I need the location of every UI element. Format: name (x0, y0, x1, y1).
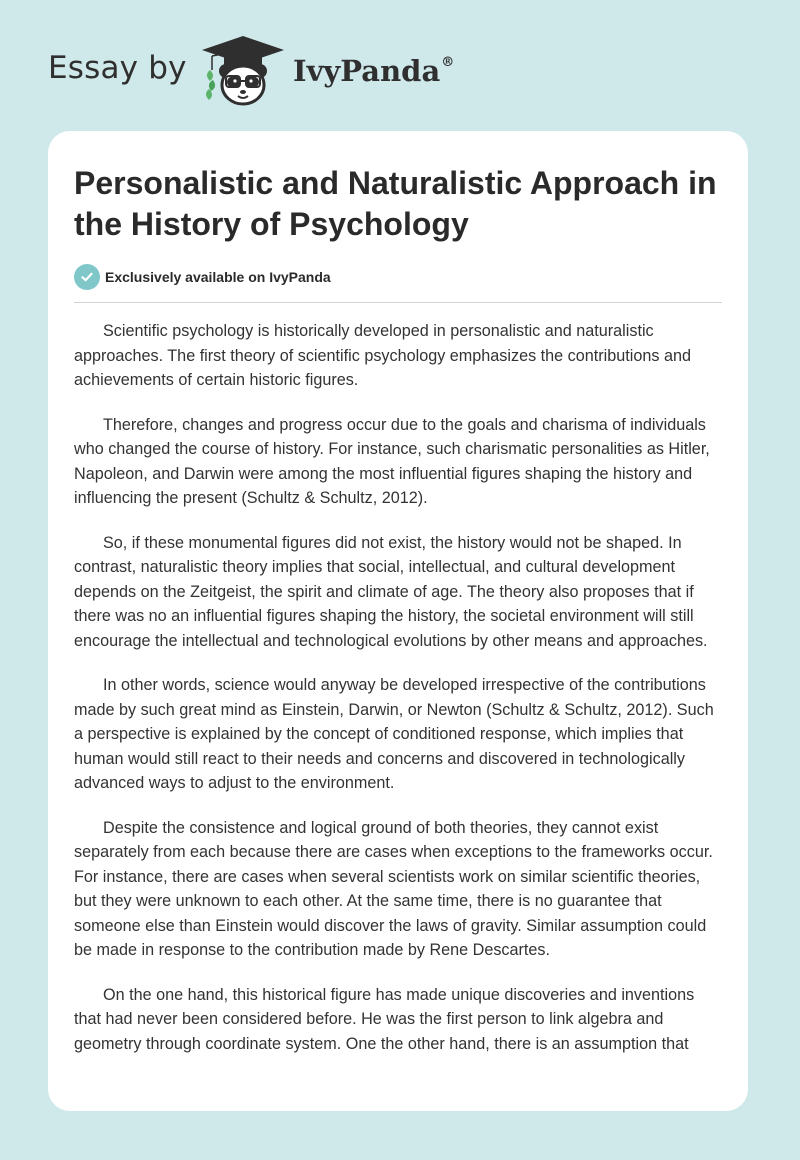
brand-name[interactable] (293, 54, 454, 88)
essay-body (74, 319, 724, 1076)
paragraph: In other words, science would anyway be developed irrespective of the contributions made by such great mind as Einstein, Darwin, or Newton (Schultz & Schultz, 2012). Such a perspective is explained by the concept of conditioned response, which implies that human would still react to their needs and concerns and discovered in technologically advanced ways to adjust to the environment. (74, 676, 714, 792)
paragraph: So, if these monumental figures did not exist, the history would not be shaped. In contrast, naturalistic theory implies that social, intellectual, and cultural development depends on the Zeitgeist, the spirit and climate of age. The theory also proposes that if there was no an influential figures shaping the history, the societal environment will still encourage the intellectual and technological evolutions by other means and approaches. (74, 533, 708, 650)
check-icon (74, 264, 100, 290)
exclusive-text: Exclusively available on IvyPanda (105, 269, 331, 285)
exclusive-badge (74, 264, 331, 290)
essay-card (48, 131, 748, 1111)
paragraph: On the one hand, this historical figure has made unique discoveries and inventions that had never been considered before. He was the first person to link algebra and geometry through coordinate system. One the other hand, there is an assumption that (74, 985, 695, 1053)
divider (74, 302, 722, 303)
paragraph: Therefore, changes and progress occur due to the goals and charisma of individuals who changed the course of history. For instance, such charismatic personalities as Hitler, Napoleon, and Darwin were among the most influential figures shaping the history and influencing the present (Schultz & Schultz, 2012). (74, 415, 710, 507)
brand-name-text: IvyPanda (293, 54, 441, 88)
paragraph: Despite the consistence and logical ground of both theories, they cannot exist separately from each because there are cases when exceptions to the frameworks occur. For instance, there are cases when several scientists work on similar scientific theories, but they were unknown to each other. At the same time, there is no guarantee that someone else than Einstein would discover the laws of gravity. Similar assumption could be made in response to the contribution made by Rene Descartes. (74, 818, 713, 959)
essay-title: Personalistic and Naturalistic Approach in the History of Psychology (74, 165, 717, 242)
site-header (0, 0, 800, 125)
registered-mark: ® (441, 55, 455, 71)
essay-by-label: Essay by (48, 50, 187, 86)
panda-graduate-icon (200, 34, 286, 110)
paragraph: Scientific psychology is historically developed in personalistic and naturalistic approaches. The first theory of scientific psychology emphasizes the contributions and achievements of certain historic figures. (74, 322, 691, 389)
